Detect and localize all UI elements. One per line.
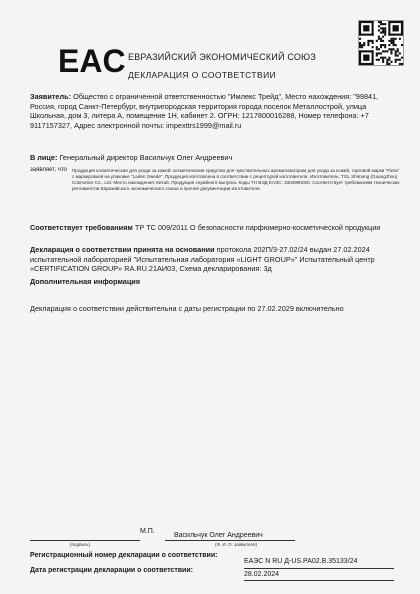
additional-info-label: Дополнительная информация — [30, 277, 141, 286]
declares-text: Продукция косметическая для ухода за кожей: косметические средства для чувствительных ароматизатором для ухода за кожей, торговой марки "Fiera" с маркировкой на упаковке "Laden Swede". Продукция изготовлена в соответствии с рецептурой изготовителя. Изготовитель: TGL Shimang (Guangzhou) Cosmetics Co., Ltd. Место нахождения: Китай. Продукция серийного выпуска. Коды ТН ВЭД ЕАЭС: 3304990000. Соответствует требованиям технических регламентов Евразийского экономического союза и прочей документации изготовителя. — [72, 168, 400, 192]
registration-date-label: Дата регистрации декларации о соответствии: — [30, 567, 193, 574]
declares-label: заявляет, что — [30, 167, 67, 173]
representative-label: В лице: — [30, 153, 58, 162]
validity-text: Декларация о соответствии действительна с даты регистрации по 27.02.2029 включительно — [30, 304, 344, 313]
signature-line — [30, 540, 140, 541]
conforms-label: Соответствует требованиям — [30, 223, 133, 232]
applicant-text: Общество с ограниченной ответственностью "Имлекс Трейд", Место нахождения: "99841, Россия, город Санкт-Петербург, внутригородская территория города поселок Металлострой, улица Школьная, дом 3, литера А, помещение 1Н, кабинет 2. ОГРН: 1217800016288, Номер телефона: +7 9117157327, Адрес электронной почты: impexttrs1999@mail.ru — [30, 92, 379, 130]
signature-caption: (подпись) — [70, 542, 91, 547]
basis-label: Декларация о соответствии принята на основании — [30, 245, 215, 254]
union-heading: ЕВРАЗИЙСКИЙ ЭКОНОМИЧЕСКИЙ СОЮЗ — [128, 52, 316, 62]
representative-section — [30, 153, 400, 163]
registration-number-line — [244, 568, 394, 569]
name-caption: (Ф. И. О. заявителя) — [215, 542, 257, 547]
name-line — [165, 540, 295, 541]
conforms-text: ТР ТС 009/2011 О безопасности парфюмерно-косметической продукции — [134, 223, 381, 232]
representative-name: Генеральный директор Васильчук Олег Андреевич — [59, 153, 233, 162]
stamp-place-label: М.П. — [140, 528, 155, 535]
registration-date: 28.02.2024 — [244, 571, 280, 578]
basis-text: протокола 202П/3-27.02/24 выдан 27.02.2024 испытательной лабораторией "Испытательная лаборатория «LIGHT GROUP»" Испытательный центр «CERTIFICATION GROUP» RA.RU.21АИ03, Схема декларирования: 3д — [30, 245, 375, 274]
eac-logo — [58, 40, 126, 79]
qr-code — [358, 20, 404, 66]
declaration-title: ДЕКЛАРАЦИЯ О СООТВЕТСТВИИ — [128, 70, 277, 80]
applicant-section — [30, 92, 400, 130]
registration-number: ЕАЭС N RU Д-US.РА02.В.35133/24 — [244, 558, 358, 565]
registration-number-label: Регистрационный номер декларации о соответствии: — [30, 552, 218, 559]
conforms-section — [30, 223, 400, 233]
eac-logo-text: EAC — [58, 43, 126, 79]
basis-section — [30, 245, 400, 274]
applicant-label: Заявитель: — [30, 92, 72, 101]
registration-date-line — [244, 580, 394, 581]
applicant-signatory-name: Васильчук Олег Андреевич — [174, 532, 263, 539]
